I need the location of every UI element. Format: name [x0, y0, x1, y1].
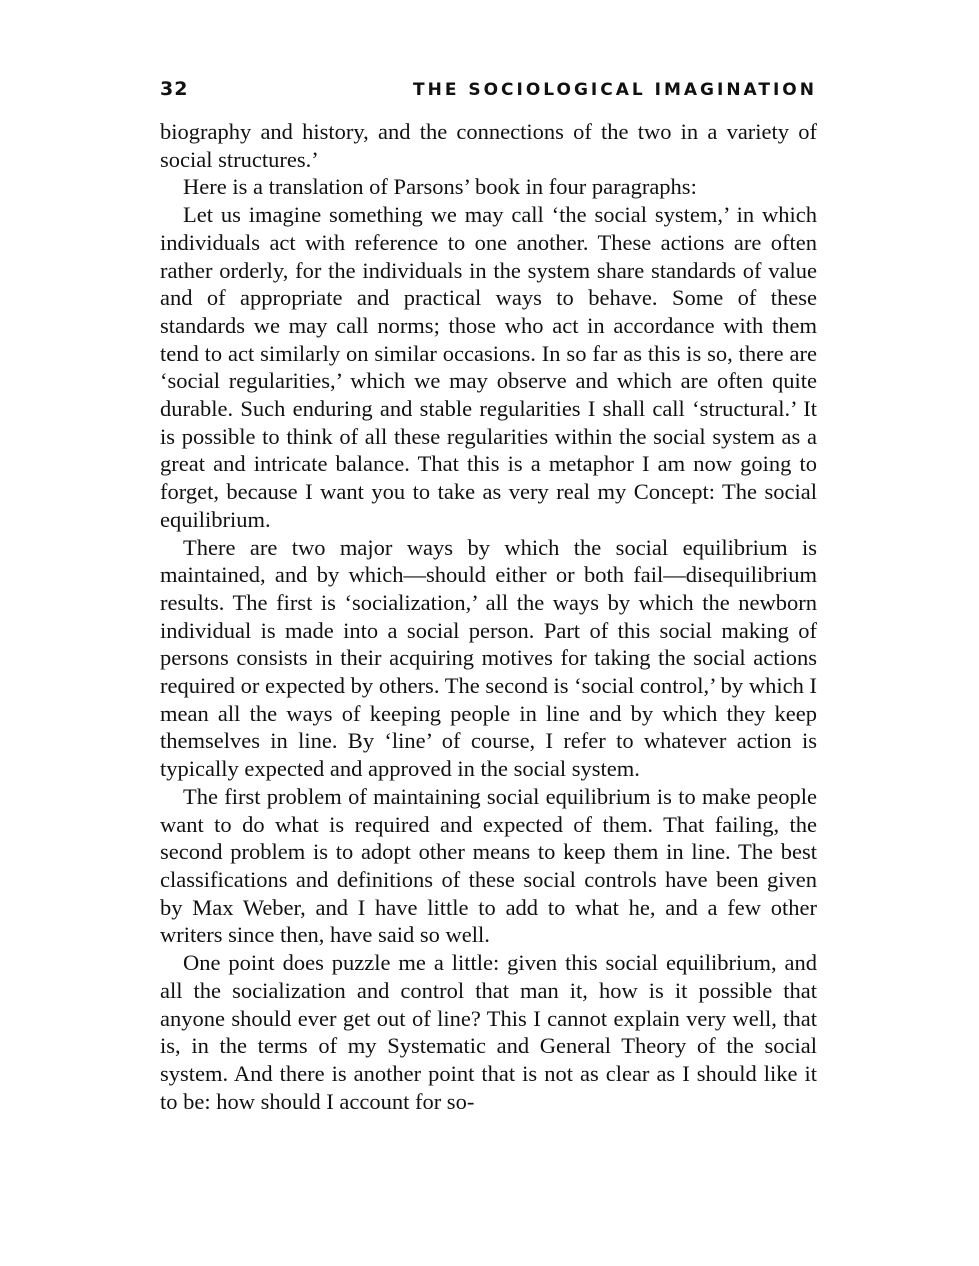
paragraph-intro: Here is a translation of Parsons’ book in four paragraphs:	[183, 174, 697, 200]
running-head-title: THE SOCIOLOGICAL IMAGINATION	[413, 80, 817, 100]
paragraph-first-problem: The first problem of maintaining social equilibrium is to make people want to do what is required and expected of them. That failing, the second problem is to adopt other means to keep them in line. The best classifications and definitions of these social controls have been given by Max Weber, and I have little to add to what he, and a few other writers since then, have said so well.	[160, 783, 817, 948]
paragraph-social-system: Let us imagine something we may call ‘the social system,’ in which individuals act with reference to one another. These actions are often rather orderly, for the individuals in the system share standards of value and of appropriate and practical ways to behave. Some of these standards we may call norms; those who act in accordance with them tend to act similarly on similar occasions. In so far as this is so, there are ‘social regularities,’ which we may observe and which are often quite durable. Such enduring and stable regularities I shall call ‘structural.’ It is possible to think of all these regularities within the social system as a great and intricate balance. That this is a metaphor I am now going to forget, because I want you to take as very real my Concept: The social equilibrium.	[160, 202, 817, 532]
paragraph-equilibrium-maintenance: There are two major ways by which the social equilibrium is maintained, and by which—should either or both fail—disequilibrium results. The first is ‘socialization,’ all the ways by which the newborn individual is made into a social person. Part of this social making of persons consists in their acquiring motives for taking the social actions required or expected by others. The second is ‘social control,’ by which I mean all the ways of keeping people in line and by which they keep themselves in line. By ‘line’ of course, I refer to whatever action is typically expected and approved in the social system.	[160, 534, 817, 782]
paragraph-continuation: biography and history, and the connections of the two in a variety of social structures.’	[160, 119, 817, 172]
page-number: 32	[160, 78, 189, 100]
running-head	[160, 78, 817, 118]
paragraph-puzzle: One point does puzzle me a little: given this social equilibrium, and all the socialization and control that man it, how is it possible that anyone should ever get out of line? This I cannot explain very well, that is, in the terms of my Systematic and General Theory of the social system. And there is another point that is not as clear as I should like it to be: how should I account for so-	[160, 950, 817, 1114]
book-page	[160, 78, 817, 1115]
body-text	[160, 118, 817, 1115]
